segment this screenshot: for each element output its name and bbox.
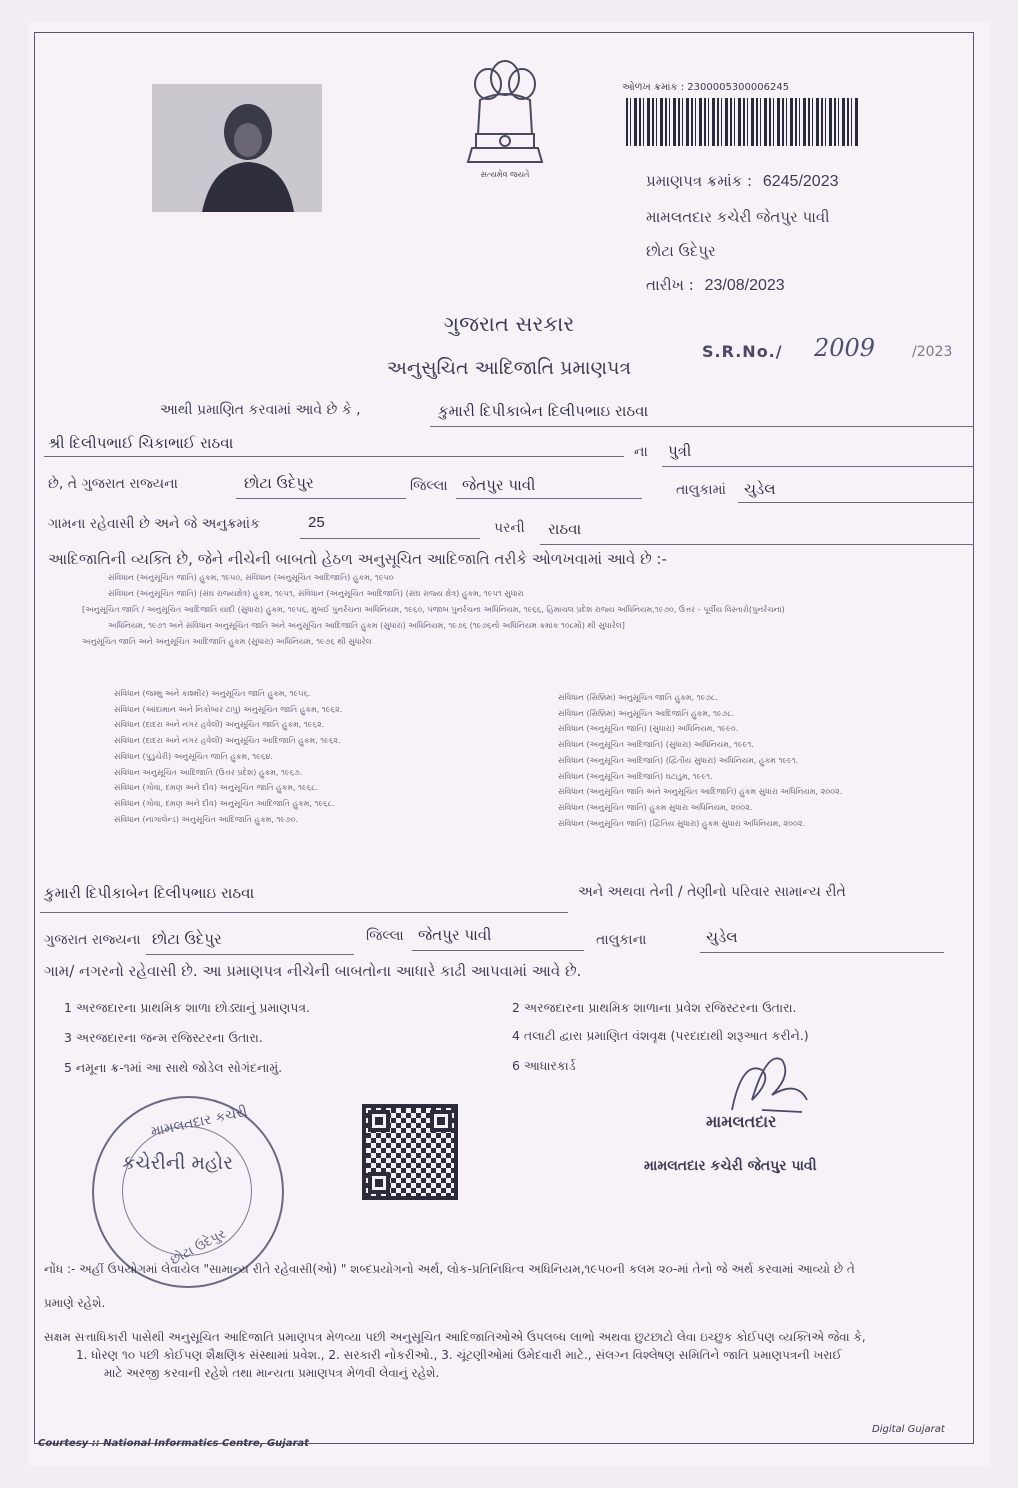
- village2-value: ચુડેલ: [706, 928, 738, 946]
- taluka-label: તાલુકામાં: [676, 482, 726, 498]
- qr-code[interactable]: [362, 1104, 458, 1200]
- document-item-1: 1 અરજદારના પ્રાથમિક શાળા છોડ્યાનું પ્રમાણપત્ર.: [64, 1000, 311, 1015]
- applicant-name: કુમારી દિપીકાબેન દિલીપભાઇ રાઠવા: [438, 402, 649, 420]
- order-left-item: સંવિધાન (આંદામાન અને નિકોબાર ટાપુ) અનુસૂચિત જાતિ હુકમ, ૧૯૬૨.: [114, 704, 343, 714]
- of-label: પરની: [494, 520, 525, 536]
- order-right-item: સંવિધાન (અનુસૂચિત જાતિ) હુકમ સુધારા અધિનિયમ, ૨૦૦૨.: [558, 802, 753, 812]
- barcode: [626, 98, 858, 146]
- order-right-item: સંવિધાન (અનુસૂચિત જાતિ) (દ્વિતિય સુધારા) હુકમ સુધારા અધિનિયમ, ૨૦૦૨.: [558, 818, 805, 828]
- serial-number: 25: [308, 514, 325, 531]
- order-right-item: સંવિધાન (સિક્કિમ) અનુસૂચિત જાતિ હુકમ, ૧૯૭૮.: [558, 693, 718, 702]
- family-text: અને અથવા તેની / તેણીનો પરિવાર સામાન્ય રીતે: [578, 884, 846, 900]
- issuing-district: છોટા ઉદેપુર: [646, 242, 716, 260]
- document-item-5: 5 નમૂના ક્ર-૧માં આ સાથે જોડેલ સોગંદનામું.: [64, 1060, 283, 1075]
- order-line: સંવિધાન (અનુસૂચિત જાતિ) હુકમ, ૧૯૫૦, સંવિધાન (અનુસૂચિત આદિજાતિ) હુકમ, ૧૯૫૦: [108, 573, 394, 582]
- taluka2-label: તાલુકાના: [596, 932, 647, 948]
- order-right-item: સંવિધાન (સિક્કિમ) અનુસૂચિત આદિજાતિ હુકમ, ૧૯૭૮.: [558, 708, 735, 718]
- taluka2-value: જેતપુર પાવી: [418, 926, 492, 944]
- certificate-title: અનુસુચિત આદિજાતિ પ્રમાણપત્ર: [386, 357, 632, 379]
- para-line-1: સક્ષમ સત્તાધિકારી પાસેથી અનુસૂચિત આદિજાતિ પ્રમાણપત્ર મેળવ્યા પછી અનુસૂચિત આદિજાતિઓએ ઉપલબ્ધ લાભો અથવા છુટછાટો લેવા ઇચ્છુક કોઈપણ વ્યક્તિએ જેવા કે,: [44, 1330, 866, 1344]
- basis-text: ગામ/ નગરનો રહેવાસી છે. આ પ્રમાણપત્ર નીચેની બાબતોના આધારે કાઢી આપવામાં આવે છે.: [44, 962, 582, 980]
- note-line-1: નોંધ :- અહીં ઉપયોગમાં લેવાયેલ "સામાન્ય રીતે રહેવાસી(ઓ) " શબ્દપ્રયોગનો અર્થ, લોક-પ્રતિનિધિત્વ અધિનિયમ,૧૯૫૦ની કલમ ૨૦-માં તેનો જે અર્થ કરવામાં આવ્યો છે તે: [44, 1262, 855, 1276]
- sr-number-year: /2023: [912, 344, 953, 360]
- document-item-4: 4 તલાટી દ્વારા પ્રમાણિત વંશવૃક્ષ (પરદાદાથી શરૂઆત કરીને.): [512, 1028, 809, 1043]
- issue-date: 23/08/2023: [704, 277, 785, 294]
- seal-center-text: કચેરીની મહોર: [122, 1152, 233, 1174]
- order-left-item: સંવિધાન (નાગાલેન્ડ) અનુસૂચિત આદિજાતિ હુકમ, ૧૯૭૦.: [114, 814, 299, 824]
- father-name: શ્રી દિલીપભાઈ ચિકાભાઈ રાઠવા: [48, 434, 234, 452]
- order-right-item: સંવિધાન (અનુસૂચિત આદિજાતિ) ઘટાડુમ, ૧૯૯૧.: [558, 771, 713, 781]
- date-row: [646, 276, 785, 295]
- seal-top-text: મામલતદાર કચેરી: [149, 1103, 249, 1141]
- district2-value: છોટા ઉદેપુર: [152, 930, 222, 948]
- order-left-item: સંવિધાન (દાદરા અને નગર હવેલી) અનુસૂચિત જાતિ હુકમ, ૧૯૬૨.: [114, 720, 325, 730]
- sr-number-label: S.R.No./: [702, 342, 783, 361]
- order-right-item: સંવિધાન (અનુસૂચિત જાતિ અને અનુસૂચિત આદિજાતિ) હુકમ સુધારા અધિનિયમ, ૨૦૦૨.: [558, 787, 843, 797]
- document-item-6: 6 આધારકાર્ડ: [512, 1058, 576, 1073]
- orders-right-column: [558, 690, 842, 831]
- date-label: તારીખ :: [646, 276, 694, 294]
- digital-gujarat-brand: Digital Gujarat: [872, 1424, 945, 1435]
- order-line: અનુસૂચિત જાતિ અને અનુસૂચિત આદિજાતિ હુકમ (સુધારા) અધિનિયમ, ૧૯૭૬ થી સુધારેલ: [82, 637, 372, 646]
- signatory-office: મામલતદાર કચેરી જેતપુર પાવી: [644, 1158, 817, 1174]
- order-left-item: સંવિધાન (પુડુચેરી) અનુસૂચિત જાતિ હુકમ, ૧૯૬૪.: [114, 751, 273, 761]
- note-line-2: પ્રમાણે રહેશે.: [44, 1296, 106, 1310]
- order-line: સંવિધાન (અનુસૂચિત જાતિ) (સંઘ રાજ્યક્ષેત્ર) હુકમ, ૧૯૫૧, સંવિધાન (અનુસૂચિત આદિજાતિ) (સંઘ રાજ્ય ક્ષેત્ર) હુકમ, ૧૯૫૧ સુધારા: [108, 589, 524, 598]
- sr-number-handwritten: 2009: [814, 334, 876, 362]
- certified-text: આથી પ્રમાણિત કરવામાં આવે છે કે ,: [160, 402, 361, 418]
- applicant-photo: [152, 84, 322, 212]
- orders-left-column: [114, 686, 342, 827]
- national-emblem-icon: [458, 58, 552, 182]
- state-label: છે, તે ગુજરાત રાજ્યના: [48, 476, 178, 492]
- order-left-item: સંવિધાન (દાદરા અને નગર હવેલી) અનુસૂચિત આદિજાતિ હુકમ, ૧૯૬૨.: [114, 736, 341, 746]
- order-line: [અનુસૂચિત જાતિ / અનુસૂચિત આદિજાતિ યાદી (સુધારા) હુકમ, ૧૯૫૬, મુંબઈ પુનર્રચના અધિનિયમ, ૧૯૬૦, પંજાબ પુનર્રચના અધિનિયમ, ૧૯૬૬, હિમાચલ પ્રદેશ રાજ્ય અધિનિયમ,૧૯૭૦, ઉત્તર - પૂર્વીય વિસ્તારો(પુનર્રચના): [82, 605, 785, 614]
- village-value: ચુડેલ: [744, 480, 776, 498]
- emblem-motto: સત્યમેવ જયતે: [480, 170, 530, 179]
- orders-block: [82, 570, 785, 650]
- state2-label: ગુજરાત રાજ્યના: [44, 932, 141, 948]
- barcode-label: ઓળખ ક્રમાંક : 2300005300006245: [622, 82, 790, 93]
- seal-bottom-text: છોટા ઉદેપુર: [168, 1226, 229, 1269]
- order-right-item: સંવિધાન (અનુસૂચિત આદિજાતિ) (સુધારા) અધિનિયમ, ૧૯૯૧.: [558, 740, 754, 750]
- para-line-2: 1. ધોરણ ૧૦ પછી કોઈપણ શૈક્ષણિક સંસ્થામાં પ્રવેશ., 2. સરકારી નોકરીઓ., 3. ચૂંટણીઓમાં ઉમેદવારી માટે., સંલગ્ન વિશ્લેષણ સમિતિને જાતિ પ્રમાણપત્રની ખરાઈ: [76, 1348, 842, 1362]
- order-right-item: સંવિધાન (અનુસૂચિત આદિજાતિ) (દ્વિતીય સુધારા) અધિનિયમ, હુકમ ૧૯૯૧.: [558, 755, 799, 765]
- recognized-text: આદિજાતિની વ્યક્તિ છે, જેને નીચેની બાબતો હેઠળ અનુસૂચિત આદિજાતિ તરીકે ઓળખવામાં આવે છે :-: [48, 550, 667, 568]
- signatory-title: મામલતદાર: [706, 1112, 777, 1131]
- order-left-item: સંવિધાન અનુસૂચિત આદિજાતિ (ઉત્તર પ્રદેશ) હુકમ, ૧૯૬૭.: [114, 767, 303, 777]
- order-line: અધિનિયમ, ૧૯૭૧ અને સંવિધાન અનુસૂચિત જાતિ અને અનુસૂચિત આદિજાતિ હુકમ (સુધારા) અધિનિયમ, ૧૯૭૬ (૧૯૭૬નો અધિનિયમ ક્રમાંક ૧૦૮મો) થી સુધારેલ]: [108, 621, 625, 630]
- courtesy-footer: Courtesy :: National Informatics Centre, Gujarat: [38, 1438, 309, 1449]
- order-right-item: સંવિધાન (અનુસૂચિત જાતિ) (સુધારા) અધિનિયમ, ૧૯૯૦.: [558, 724, 739, 734]
- document-item-3: 3 અરજદારના જન્મ રજિસ્ટરના ઉતારા.: [64, 1030, 263, 1045]
- district-label: જિલ્લા: [410, 478, 448, 494]
- resident-label: ગામના રહેવાસી છે અને જે અનુક્રમાંક: [48, 516, 260, 532]
- cert-number: 6245/2023: [762, 173, 839, 190]
- order-left-item: સંવિધાન (ગોવા, દમણ અને દીવ) અનુસૂચિત જાતિ હુકમ, ૧૯૬૮.: [114, 783, 319, 793]
- issuing-office: મામલતદાર કચેરી જેતપુર પાવી: [646, 208, 830, 226]
- para-line-3: માટે અરજી કરવાની રહેશે તથા માન્યતા પ્રમાણપત્ર મેળવી લેવાનું રહેશે.: [104, 1366, 440, 1380]
- order-left-item: સંવિધાન (ગોવા, દમણ અને દીવ) અનુસૂચિત આદિજાતિ હુકમ, ૧૯૬૮.: [114, 798, 335, 808]
- applicant-name-2: કુમારી દિપીકાબેન દિલીપભાઇ રાઠવા: [44, 884, 255, 902]
- district-value: છોટા ઉદેપુર: [244, 474, 314, 492]
- relation: પુત્રી: [668, 442, 692, 460]
- cert-number-label: પ્રમાણપત્ર ક્રમાંક :: [646, 172, 753, 190]
- tribe-name: રાઠવા: [548, 520, 582, 538]
- district2-label: જિલ્લા: [366, 928, 404, 944]
- taluka-value: જેતપુર પાવી: [462, 476, 536, 494]
- cert-number-row: [646, 172, 839, 191]
- na-label: ના: [634, 444, 648, 460]
- government-title: ગુજરાત સરકાર: [443, 312, 575, 336]
- order-left-item: સંવિધાન (જમ્મુ અને કાશ્મીર) અનુસૂચિત જાતિ હુકમ, ૧૯૫૬.: [114, 689, 311, 698]
- document-item-2: 2 અરજદારના પ્રાથમિક શાળાના પ્રવેશ રજિસ્ટરના ઉતારા.: [512, 1000, 797, 1015]
